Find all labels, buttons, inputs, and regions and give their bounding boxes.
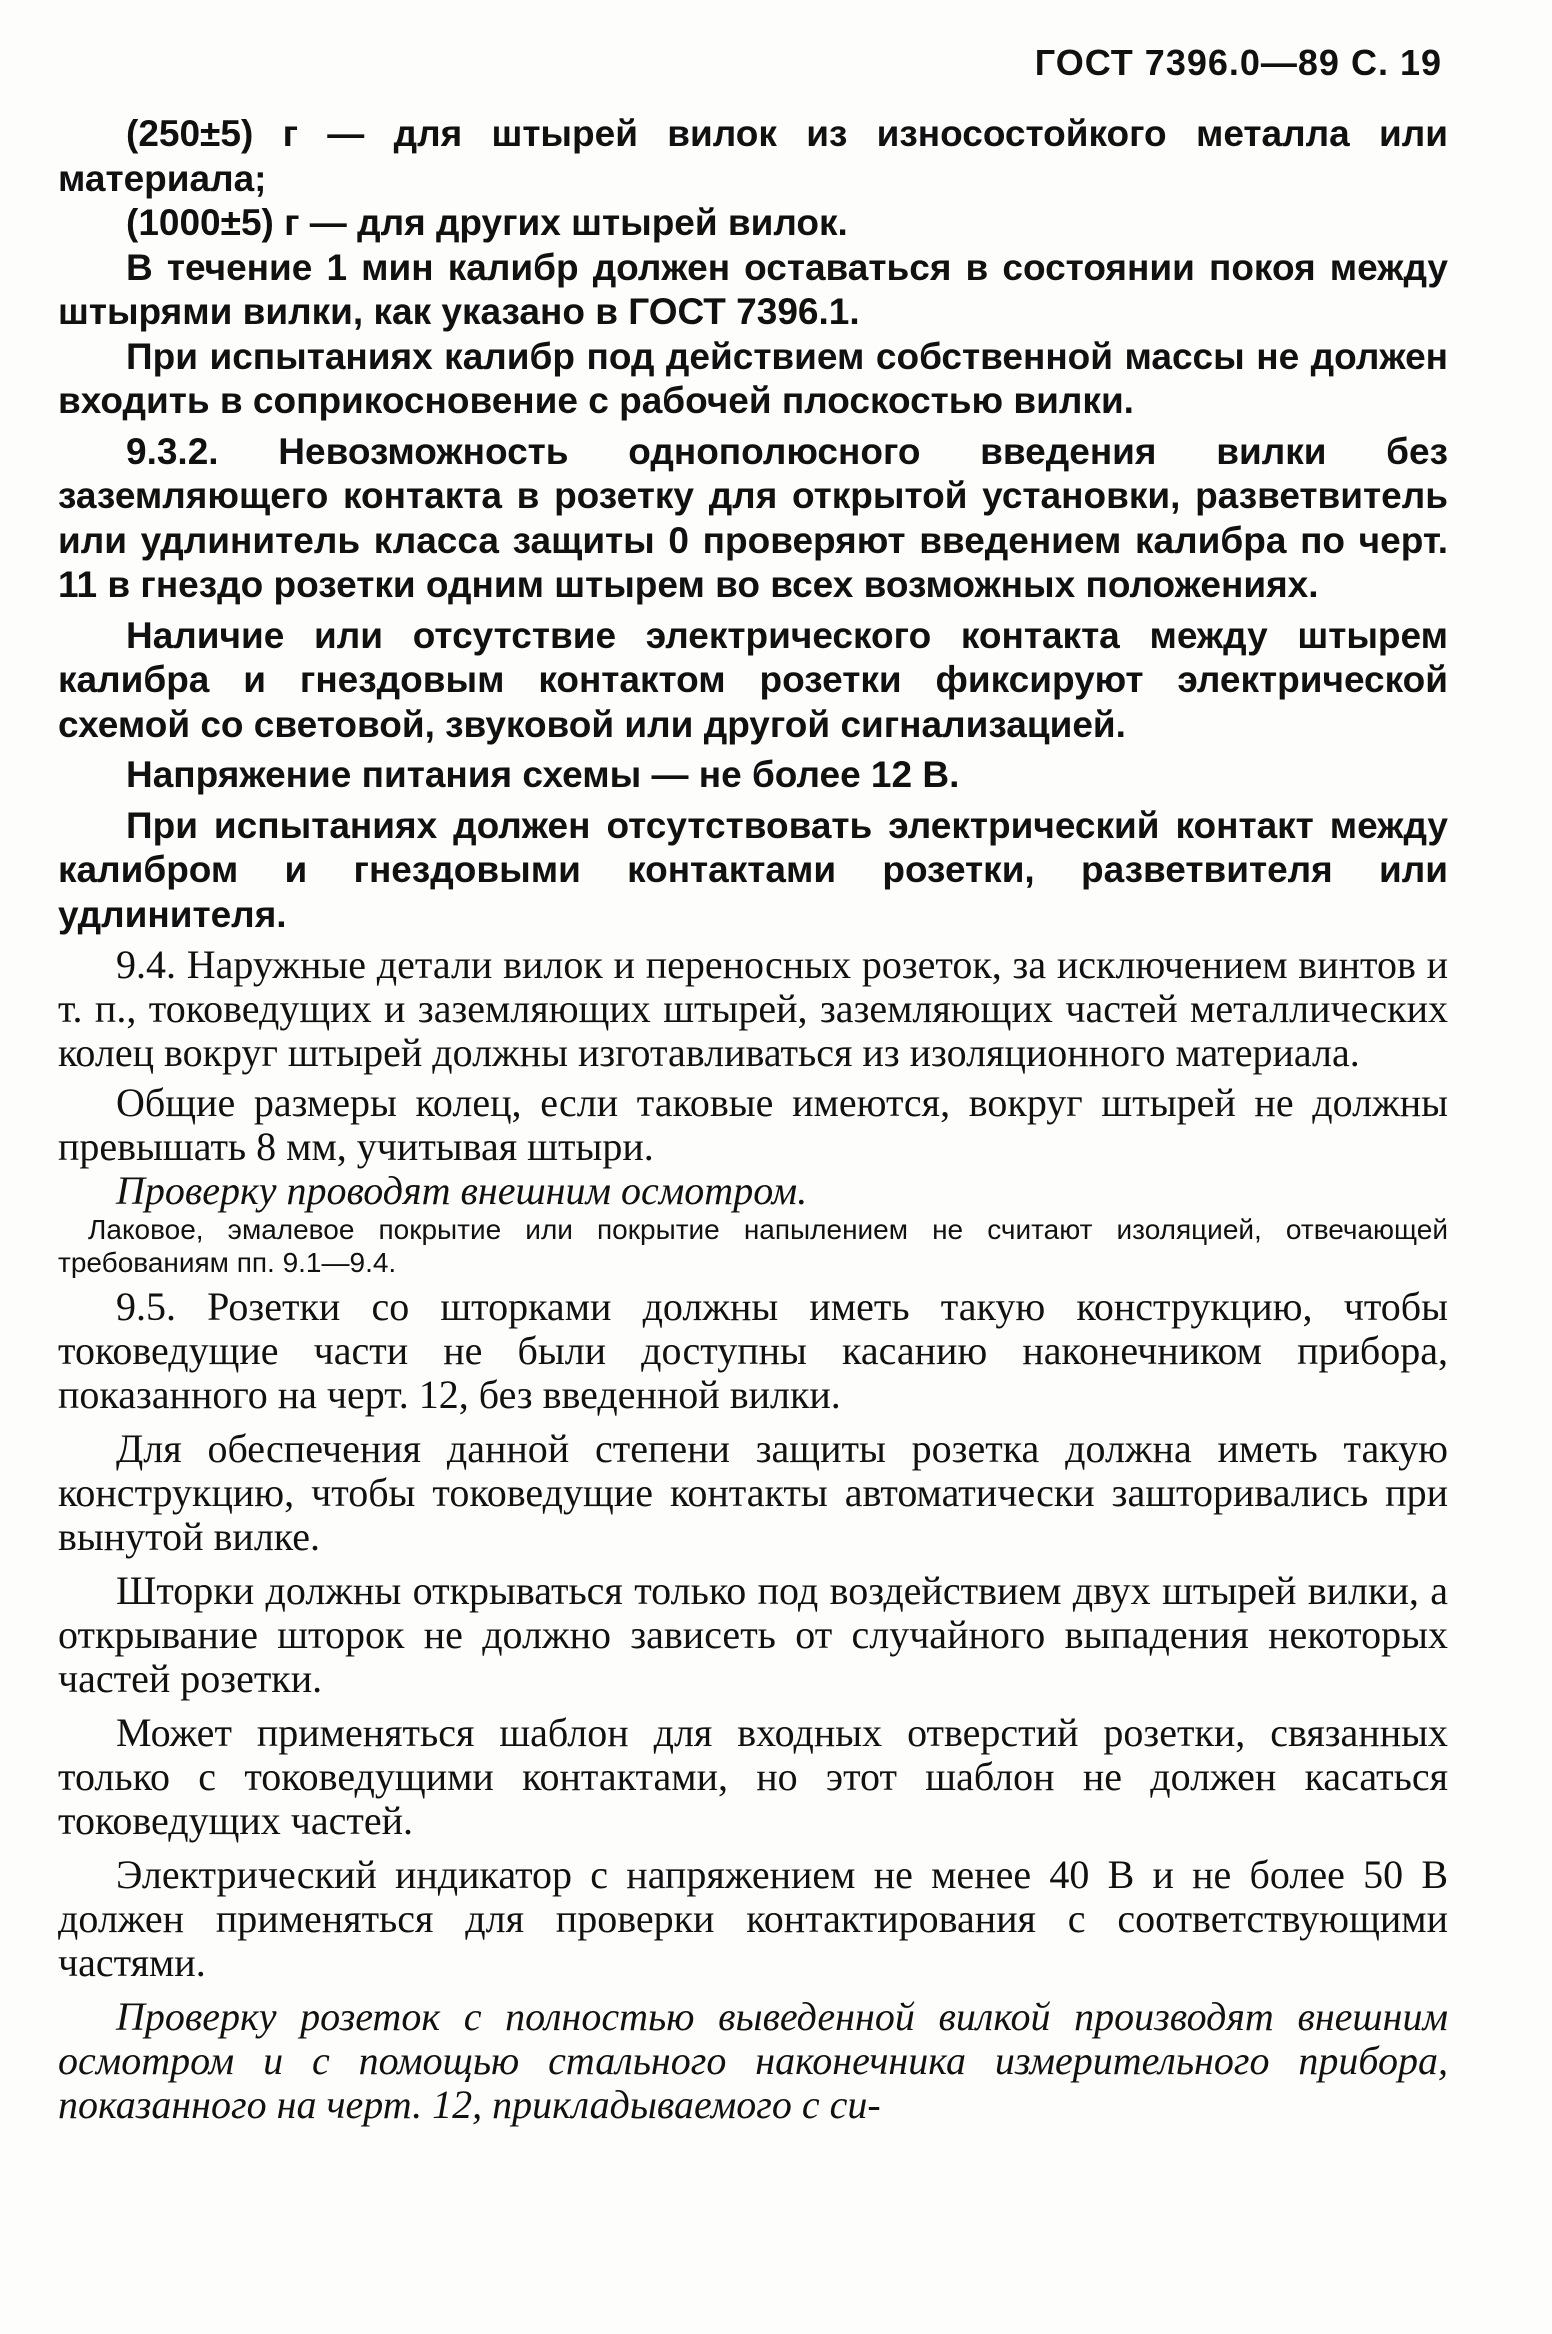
- paragraph-indicator: Электрический индикатор с напряжением не менее 40 В и не более 50 В должен применяться для проверки контактирования с соответствующими частями.: [58, 1852, 1448, 1985]
- paragraph-protection-degree: Для обеспечения данной степени защиты розетка должна иметь такую конструкцию, чтобы токоведущие контакты автоматически зашторивались при вынутой вилке.: [58, 1426, 1448, 1559]
- paragraph-ring-dimensions: Общие размеры колец, если таковые имеются, вокруг штырей не должны превышать 8 мм, учитывая штыри.: [58, 1080, 1448, 1169]
- page-body: [58, 112, 1448, 2127]
- paragraph-clause-9-5: 9.5. Розетки со шторками должны иметь такую конструкцию, чтобы токоведущие части не были доступны касанию наконечником прибора, показанного на черт. 12, без введенной вилки.: [58, 1284, 1448, 1417]
- running-header: ГОСТ 7396.0—89 С. 19: [1034, 42, 1442, 83]
- paragraph-small-note: Лаковое, эмалевое покрытие или покрытие напылением не считают изоляцией, отвечающей требованиям пп. 9.1—9.4.: [58, 1214, 1448, 1278]
- paragraph-inspection-shutters: Проверку розеток с полностью выведенной вилкой производят внешним осмотром и с помощью стального наконечника измерительного прибора, показанного на черт. 12, прикладываемого с си-: [58, 1994, 1448, 2127]
- paragraph-mass-wear-resistant: (250±5) г — для штырей вилок из износостойкого металла или материала;: [58, 113, 1448, 199]
- paragraph-gauge-rest: В течение 1 мин калибр должен оставаться в состоянии покоя между штырями вилки, как указано в ГОСТ 7396.1.: [58, 246, 1448, 332]
- paragraph-clause-9-4: 9.4. Наружные детали вилок и переносных розеток, за исключением винтов и т. п., токоведущих и заземляющих штырей, заземляющих частей металлических колец вокруг штырей должны изготавливаться из изоляционного материала.: [58, 942, 1448, 1075]
- paragraph-contact-detection: Наличие или отсутствие электрического контакта между штырем калибра и гнездовым контактом розетки фиксируют электрической схемой со световой, звуковой или другой сигнализацией.: [58, 614, 1448, 745]
- paragraph-no-contact: При испытаниях должен отсутствовать электрический контакт между калибром и гнездовыми контактами розетки, разветвителя или удлинителя.: [58, 804, 1448, 935]
- paragraph-template: Может применяться шаблон для входных отверстий розетки, связанных только с токоведущими контактами, но этот шаблон не должен касаться токоведущих частей.: [58, 1710, 1448, 1843]
- paragraph-mass-other: (1000±5) г — для других штырей вилок.: [126, 202, 848, 243]
- paragraph-inspection-note: Проверку проводят внешним осмотром.: [116, 1168, 808, 1213]
- paragraph-supply-voltage: Напряжение питания схемы — не более 12 В.: [126, 754, 960, 795]
- paragraph-clause-9-3-2: 9.3.2. Невозможность однополюсного введения вилки без заземляющего контакта в розетку для открытой установки, разветвитель или удлинитель класса защиты 0 проверяют введением калибра по черт. 11 в гнездо розетки одним штырем во всех возможных положениях.: [58, 430, 1448, 605]
- paragraph-shutters: Шторки должны открываться только под воздействием двух штырей вилки, а открывание шторок не должно зависеть от случайного выпадения некоторых частей розетки.: [58, 1568, 1448, 1701]
- paragraph-gauge-contact: При испытаниях калибр под действием собственной массы не должен входить в соприкосновение с рабочей плоскостью вилки.: [58, 335, 1448, 421]
